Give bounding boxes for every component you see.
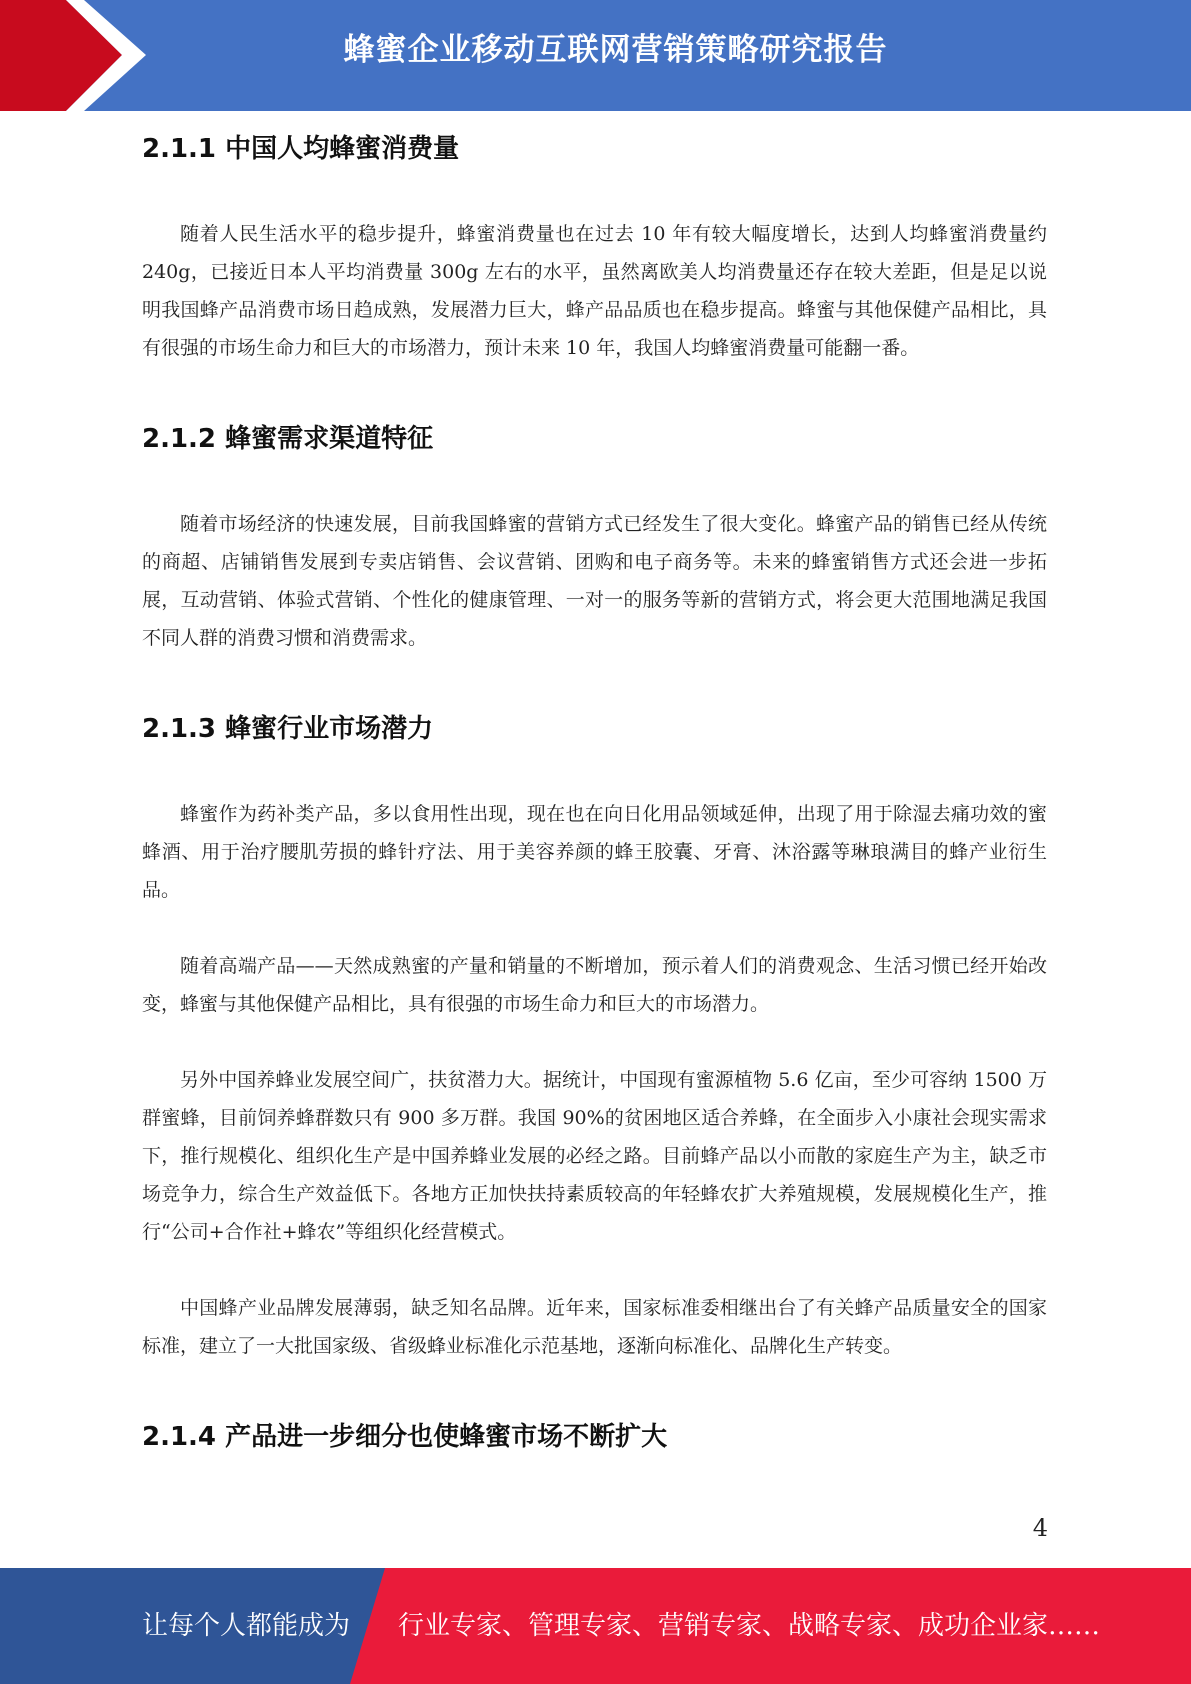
section-heading: 2.1.4 产品进一步细分也使蜂蜜市场不断扩大 — [142, 1422, 668, 1452]
section-2-1-3 — [142, 695, 1047, 1365]
main-content — [142, 115, 1047, 1471]
page-header — [0, 0, 1191, 111]
paragraph: 随着人民生活水平的稳步提升，蜂蜜消费量也在过去 10 年有较大幅度增长，达到人均蜂蜜消费量约 240g，已接近日本人平均消费量 300g 左右的水平，虽然离欧美人均消费量还存在较大差距，但是足以说明我国蜂产品消费市场日趋成熟，发展潜力巨大，蜂产品品质也在稳步提高。蜂蜜与其他保健产品相比，具有很强的市场生命力和巨大的市场潜力，预计未来 10 年，我国人均蜂蜜消费量可能翻一番。 — [142, 223, 1047, 359]
footer-slogan-left: 让每个人都能成为 — [142, 1611, 351, 1641]
paragraph: 随着高端产品——天然成熟蜜的产量和销量的不断增加，预示着人们的消费观念、生活习惯已经开始改变，蜂蜜与其他保健产品相比，具有很强的市场生命力和巨大的市场潜力。 — [142, 955, 1047, 1015]
paragraph: 另外中国养蜂业发展空间广，扶贫潜力大。据统计，中国现有蜜源植物 5.6 亿亩，至少可容纳 1500 万群蜜蜂，目前饲养蜂群数只有 900 多万群。我国 90%的贫困地区适合养蜂，在全面步入小康社会现实需求下，推行规模化、组织化生产是中国养蜂业发展的必经之路。目前蜂产品以小而散的家庭生产为主，缺乏市场竞争力，综合生产效益低下。各地方正加快扶持素质较高的年轻蜂农扩大养殖规模，发展规模化生产，推行“公司+合作社+蜂农”等组织化经营模式。 — [142, 1069, 1047, 1243]
section-2-1-1 — [142, 115, 1047, 367]
paragraph: 随着市场经济的快速发展，目前我国蜂蜜的营销方式已经发生了很大变化。蜂蜜产品的销售已经从传统的商超、店铺销售发展到专卖店销售、会议营销、团购和电子商务等。未来的蜂蜜销售方式还会进一步拓展，互动营销、体验式营销、个性化的健康管理、一对一的服务等新的营销方式，将会更大范围地满足我国不同人群的消费习惯和消费需求。 — [142, 513, 1047, 649]
footer-slogan-right: 行业专家、管理专家、营销专家、战略专家、成功企业家…… — [398, 1611, 1101, 1641]
section-heading: 2.1.3 蜂蜜行业市场潜力 — [142, 714, 434, 744]
section-heading: 2.1.2 蜂蜜需求渠道特征 — [142, 424, 434, 454]
section-2-1-2 — [142, 405, 1047, 657]
paragraph: 蜂蜜作为药补类产品，多以食用性出现，现在也在向日化用品领域延伸，出现了用于除湿去痛功效的蜜蜂酒、用于治疗腰肌劳损的蜂针疗法、用于美容养颜的蜂王胶囊、牙膏、沐浴露等琳琅满目的蜂产业衍生品。 — [142, 803, 1047, 901]
header-red-chevron-decor — [0, 0, 160, 111]
section-2-1-4 — [142, 1403, 1047, 1471]
paragraph: 中国蜂产业品牌发展薄弱，缺乏知名品牌。近年来，国家标准委相继出台了有关蜂产品质量安全的国家标准，建立了一大批国家级、省级蜂业标准化示范基地，逐渐向标准化、品牌化生产转变。 — [142, 1297, 1047, 1357]
report-title: 蜂蜜企业移动互联网营销策略研究报告 — [343, 32, 888, 68]
section-heading: 2.1.1 中国人均蜂蜜消费量 — [142, 134, 460, 164]
page-number: 4 — [1032, 1514, 1048, 1542]
page-footer — [0, 1568, 1191, 1684]
